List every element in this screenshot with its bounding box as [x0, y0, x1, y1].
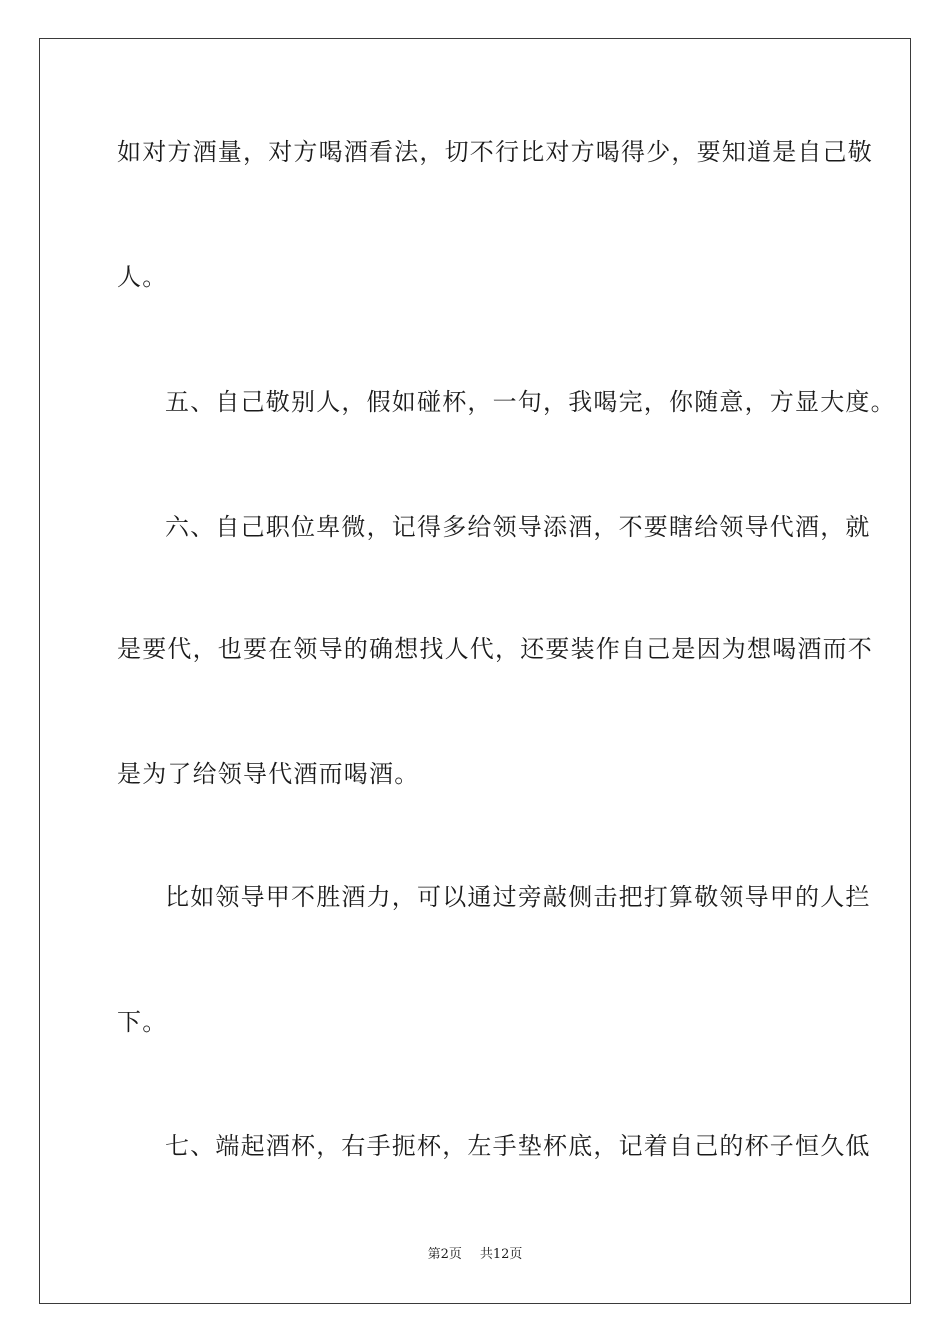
body-text-line: 比如领导甲不胜酒力，可以通过旁敲侧击把打算敬领导甲的人拦: [165, 883, 871, 911]
body-text-line: 是要代，也要在领导的确想找人代，还要装作自己是因为想喝酒而不: [117, 635, 873, 663]
body-text-line: 五、自己敬别人，假如碰杯，一句，我喝完，你随意，方显大度。: [165, 388, 896, 416]
page-footer: [0, 1246, 950, 1264]
body-text-line: 是为了给领导代酒而喝酒。: [117, 760, 420, 788]
page-total: 共12页: [479, 1247, 523, 1262]
page-number: 第2页: [427, 1247, 462, 1262]
page-border: [39, 38, 911, 1304]
body-text-line: 如对方酒量，对方喝酒看法，切不行比对方喝得少，要知道是自己敬: [117, 138, 873, 166]
body-text-line: 下。: [117, 1008, 168, 1036]
body-text-line: 人。: [117, 263, 168, 291]
body-text-line: 六、自己职位卑微，记得多给领导添酒，不要瞎给领导代酒，就: [165, 513, 871, 541]
body-text-line: 七、端起酒杯，右手扼杯，左手垫杯底，记着自己的杯子恒久低: [165, 1132, 871, 1160]
